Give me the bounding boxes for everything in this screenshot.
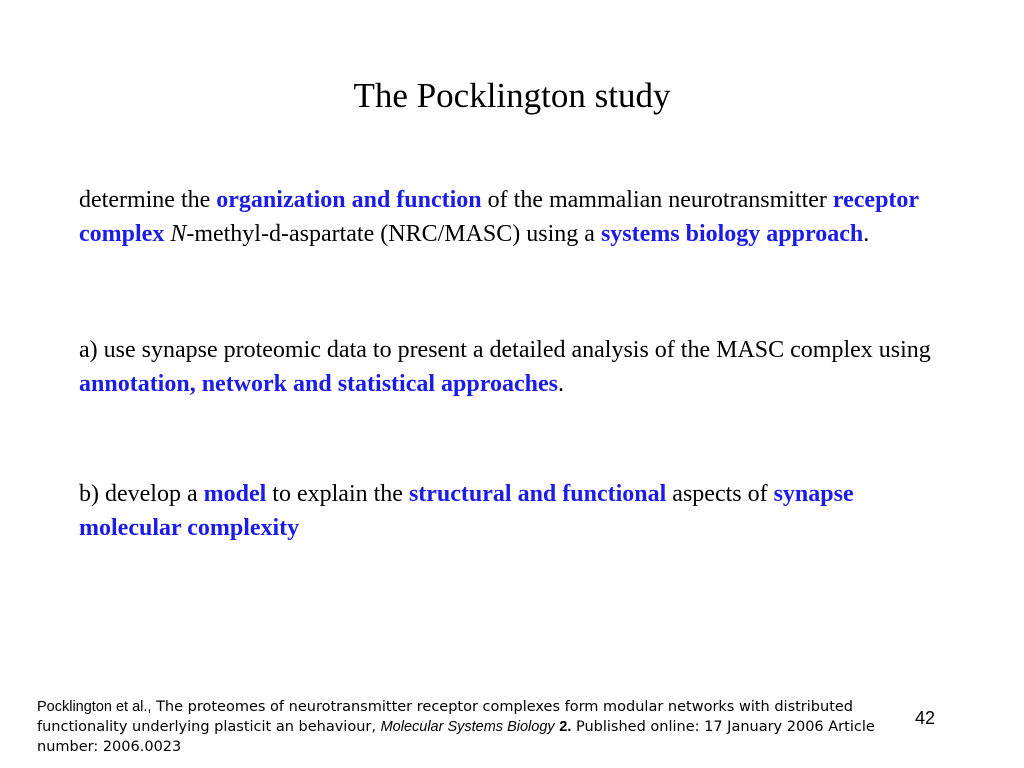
intro-highlight-systems-biology: systems biology approach bbox=[600, 221, 864, 247]
intro-text-4: -methyl-d-aspartate (NRC/MASC) using a bbox=[186, 221, 601, 247]
point-b-highlight-model: model bbox=[203, 481, 267, 507]
intro-text-2: of the mammalian neurotransmitter bbox=[481, 187, 833, 213]
point-a-highlight: annotation, network and statistical approaches bbox=[79, 371, 558, 397]
point-b-highlight-structural: structural and functional bbox=[408, 481, 667, 507]
point-b-text-3: aspects of bbox=[666, 481, 774, 507]
intro-text-5: . bbox=[863, 221, 870, 247]
page-number: 42 bbox=[915, 708, 936, 728]
intro-text-1: determine the bbox=[79, 187, 217, 213]
intro-highlight-organization: organization and function bbox=[216, 187, 482, 213]
intro-italic-n: N bbox=[170, 221, 187, 247]
point-b-text-2: to explain the bbox=[266, 481, 409, 507]
citation-volume: 2. bbox=[559, 719, 572, 735]
point-b-highlight-synapse: synapse molecular complexity bbox=[79, 481, 854, 541]
point-b-text-1: b) develop a bbox=[79, 481, 204, 507]
point-a-paragraph bbox=[79, 333, 949, 401]
citation-author: Pocklington et al., bbox=[37, 699, 152, 715]
citation-journal: Molecular Systems Biology bbox=[380, 719, 555, 735]
citation-text-1: The proteomes of neurotransmitter receptor complexes form modular networks with distributed functionality underlying plasticit an behaviour, bbox=[37, 699, 854, 735]
point-a-text-2: . bbox=[557, 371, 564, 397]
point-b-paragraph bbox=[79, 477, 949, 545]
slide-title: The Pocklington study bbox=[353, 76, 671, 115]
point-a-text-1: a) use synapse proteomic data to present a detailed analysis of the MASC complex using bbox=[79, 337, 931, 363]
citation-footer bbox=[37, 697, 917, 757]
intro-highlight-receptor-complex: receptor complex bbox=[79, 187, 919, 247]
intro-paragraph bbox=[79, 183, 949, 251]
citation-text-2: Published online: 17 January 2006 Article number: 2006.0023 bbox=[37, 719, 875, 755]
